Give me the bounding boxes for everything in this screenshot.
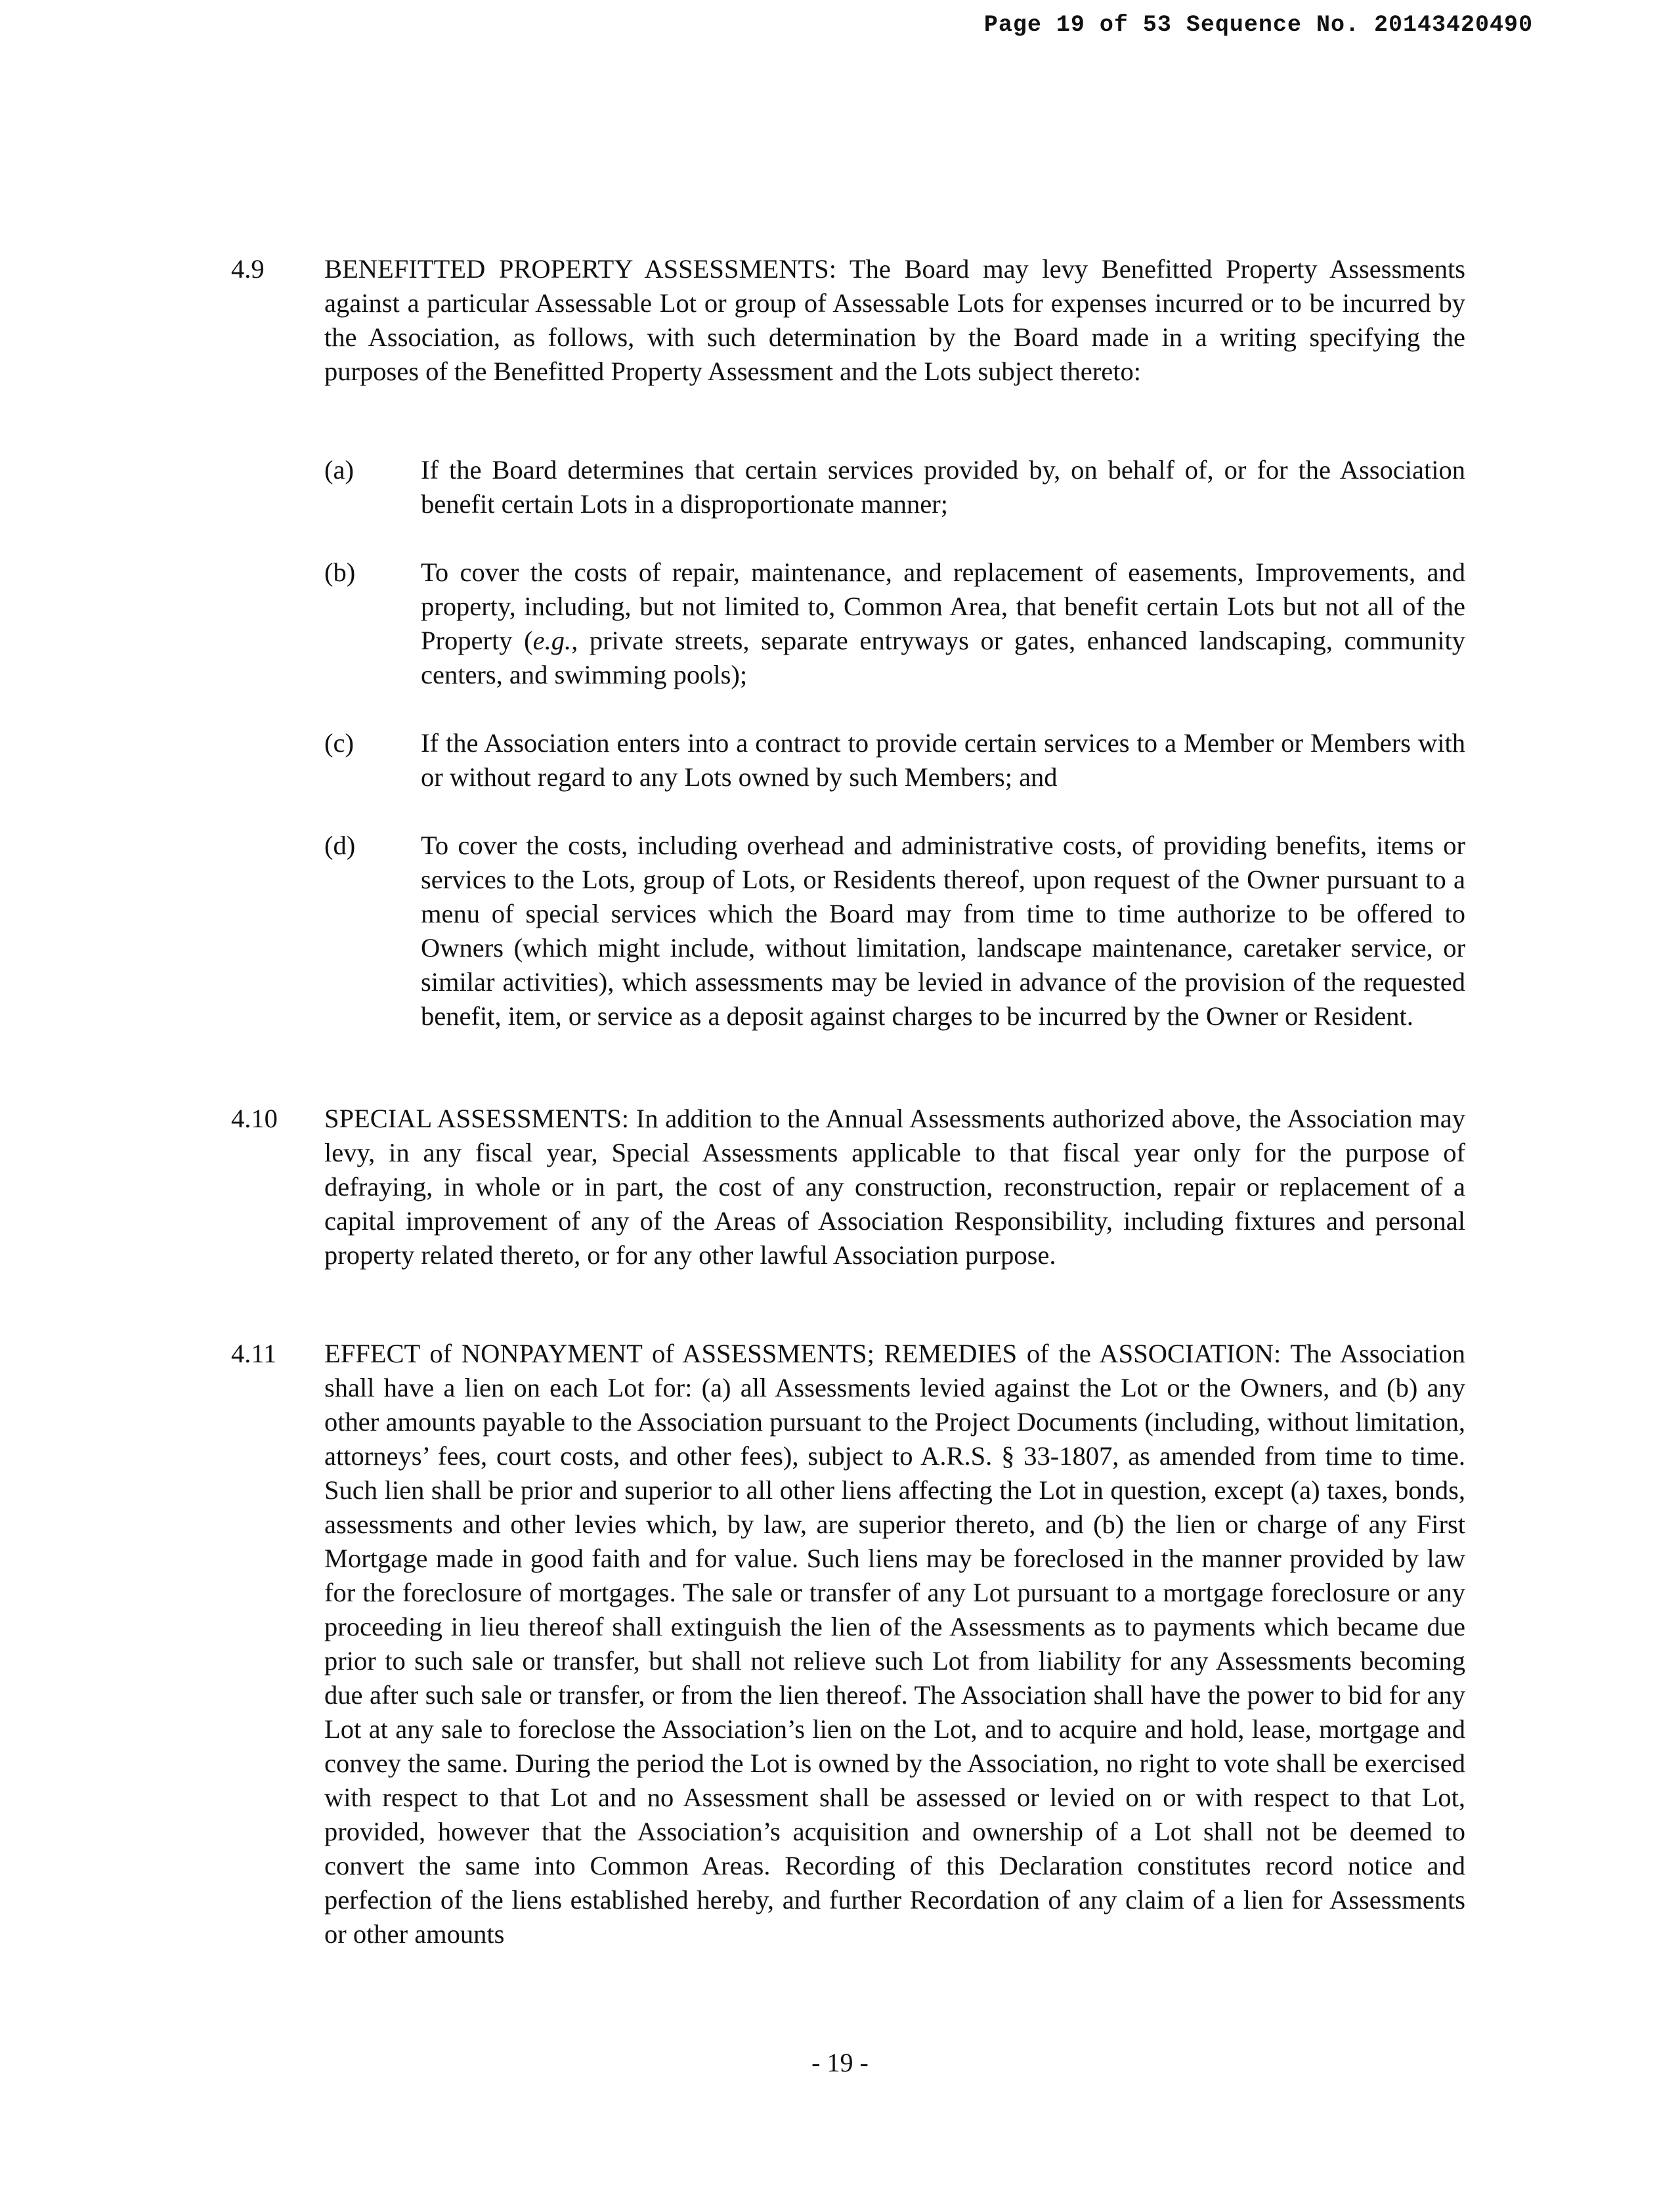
list-item-text-part: To cover the costs of repair, maintenance, and replacement of easements, Improvements, and property, including, but not limited to, Common Area, that benefit certain Lots but not all of the Property ( bbox=[421, 557, 1465, 655]
section-text: EFFECT of NONPAYMENT of ASSESSMENTS; REMEDIES of the ASSOCIATION: The Association shall have a lien on each Lot for: (a) all Assessments levied against the Lot or the Owners, and (b) any other amounts payable to the Association pursuant to the Project Documents (including, without limitation, attorneys’ fees, court costs, and other fees), subject to A.R.S. § 33-1807, as amended from time to time. Such lien shall be prior and superior to all other liens affecting the Lot in question, except (a) taxes, bonds, assessments and other levies which, by law, are superior thereto, and (b) the lien or charge of any First Mortgage made in good faith and for value. Such liens may be foreclosed in the manner provided by law for the foreclosure of mortgages. The sale or transfer of any Lot pursuant to a mortgage foreclosure or any proceeding in lieu thereof shall extinguish the lien of the Assessments as to payments which became due prior to such sale or transfer, but shall not relieve such Lot from liability for any Assessments becoming due after such sale or transfer, or from the lien thereof. The Association shall have the power to bid for any Lot at any sale to foreclose the Association’s lien on the Lot, and to acquire and hold, lease, mortgage and convey the same. During the period the Lot is owned by the Association, no right to vote shall be exercised with respect to that Lot and no Assessment shall be assessed or levied on or with respect to that Lot, provided, however that the Association’s acquisition and ownership of a Lot shall not be deemed to convert the same into Common Areas. Recording of this Declaration constitutes record notice and perfection of the liens established hereby, and further Recordation of any claim of a lien for Assessments or other amounts bbox=[324, 1339, 1465, 1949]
list-item-d bbox=[324, 829, 1465, 1033]
section-number: 4.10 bbox=[231, 1104, 278, 1133]
section-text: SPECIAL ASSESSMENTS: In addition to the Annual Assessments authorized above, the Association may levy, in any fiscal year, Special Assessments applicable to that fiscal year only for the purpose of defraying, in whole or in part, the cost of any construction, reconstruction, repair or replacement of a capital improvement of any of the Areas of Association Responsibility, including fixtures and personal property related thereto, or for any other lawful Association purpose. bbox=[324, 1104, 1465, 1270]
list-item-a bbox=[324, 453, 1465, 521]
section-4-9 bbox=[231, 252, 1465, 389]
list-item-text-part: private streets, separate entryways or gates, enhanced landscaping, community centers, and swimming pools); bbox=[421, 626, 1465, 689]
page-sequence-header: Page 19 of 53 Sequence No. 20143420490 bbox=[983, 12, 1533, 38]
list-item-label: (c) bbox=[324, 728, 354, 758]
section-text: BENEFITTED PROPERTY ASSESSMENTS: The Board may levy Benefitted Property Assessments against a particular Assessable Lot or group of Assessable Lots for expenses incurred or to be incurred by the Association, as follows, with such determination by the Board made in a writing specifying the purposes of the Benefitted Property Assessment and the Lots subject thereto: bbox=[324, 254, 1465, 386]
section-number: 4.9 bbox=[231, 254, 265, 284]
list-item-text-italic: e.g., bbox=[532, 626, 578, 655]
list-item-text: To cover the costs, including overhead and administrative costs, of providing benefits, items or services to the Lots, group of Lots, or Residents thereof, upon request of the Owner pursuant to a menu of special services which the Board may from time to time authorize to be offered to Owners (which might include, without limitation, landscape maintenance, caretaker service, or similar activities), which assessments may be levied in advance of the provision of the requested benefit, item, or service as a deposit against charges to be incurred by the Owner or Resident. bbox=[421, 831, 1465, 1031]
list-item-label: (b) bbox=[324, 557, 356, 587]
list-item-text bbox=[421, 555, 1465, 692]
list-item-b bbox=[324, 555, 1465, 692]
section-4-10 bbox=[231, 1102, 1465, 1272]
section-4-11 bbox=[231, 1337, 1465, 1951]
page-number-footer: - 19 - bbox=[811, 2048, 869, 2077]
list-item-label: (a) bbox=[324, 455, 354, 485]
list-item-c bbox=[324, 726, 1465, 794]
section-number: 4.11 bbox=[231, 1339, 277, 1368]
list-item-label: (d) bbox=[324, 831, 356, 860]
list-item-text: If the Board determines that certain services provided by, on behalf of, or for the Association benefit certain Lots in a disproportionate manner; bbox=[421, 455, 1465, 519]
list-item-text: If the Association enters into a contract to provide certain services to a Member or Members with or without regard to any Lots owned by such Members; and bbox=[421, 728, 1465, 792]
